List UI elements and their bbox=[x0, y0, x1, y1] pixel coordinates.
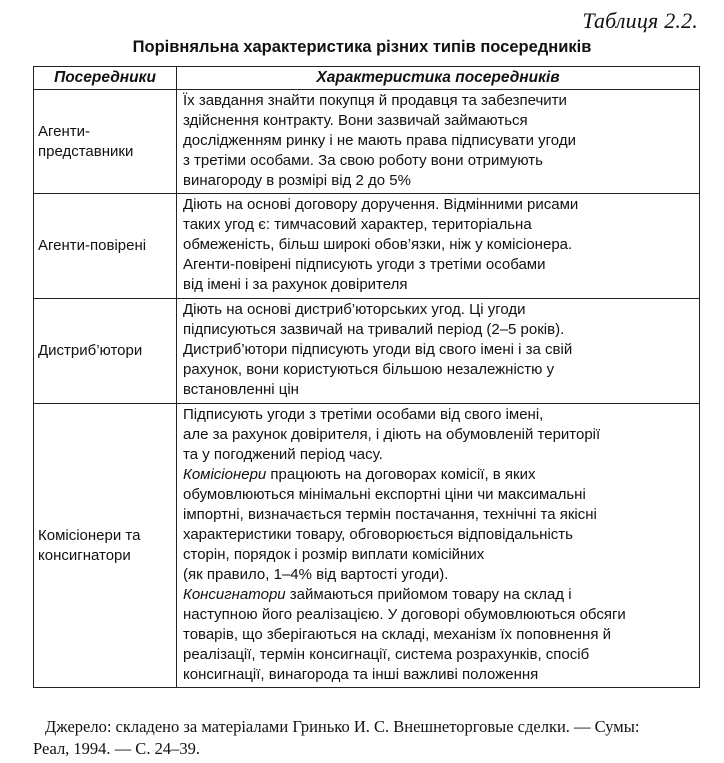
consignment-first-line-rest: займаються прийомом товару на склад і bbox=[285, 586, 572, 603]
description-line: Їх завдання знайти покупця й продавця та забезпечити bbox=[183, 92, 567, 109]
description-line: підписуються зазвичай на тривалий період (2–5 років). bbox=[183, 321, 565, 338]
description-line: та у погоджений період часу. bbox=[183, 446, 383, 463]
table-row bbox=[34, 404, 700, 688]
description-line: характеристики товару, обговорюється відповідальність bbox=[183, 526, 573, 543]
description-line: з третіми особами. За свою роботу вони отримують bbox=[183, 152, 543, 169]
description-line: рахунок, вони користуються більшою незалежністю у bbox=[183, 361, 555, 378]
header-characteristics: Характеристика посередників bbox=[177, 67, 700, 90]
table-number-label: Таблиця 2.2. bbox=[582, 8, 698, 33]
intermediary-name bbox=[34, 90, 177, 194]
intermediaries-comparison-table bbox=[33, 66, 700, 688]
consignment-term: Консигнатори bbox=[183, 586, 286, 603]
description-line: реалізації, термін консигнації, система розрахунків, спосіб bbox=[183, 646, 590, 663]
description-line: дослідженням ринку і не мають права підписувати угоди bbox=[183, 132, 576, 149]
description-line: консигнації, винагорода та інші важливі положення bbox=[183, 666, 539, 683]
table-row bbox=[34, 194, 700, 299]
name-line: Дистриб’ютори bbox=[38, 342, 143, 359]
intermediary-name bbox=[34, 299, 177, 404]
description-line: наступною його реалізацією. У договорі обумовлюються обсяги bbox=[183, 606, 626, 623]
description-line: обумовлюються мінімальні експортні ціни чи максимальні bbox=[183, 486, 586, 503]
intermediary-description bbox=[177, 90, 700, 194]
source-line: Реал, 1994. — С. 24–39. bbox=[33, 739, 200, 758]
name-line: Агенти-повірені bbox=[38, 237, 147, 254]
name-line: консигнатори bbox=[38, 546, 131, 564]
description-line: встановленні цін bbox=[183, 381, 299, 398]
description-line: імпортні, визначається термін постачання, технічні та якісні bbox=[183, 506, 597, 523]
intermediary-description bbox=[177, 299, 700, 404]
source-line: Джерело: складено за матеріалами Гринько И. С. Внешнеторговые сделки. — Сумы: bbox=[45, 717, 640, 736]
description-line: від імені і за рахунок довірителя bbox=[183, 276, 408, 293]
description-line: Діють на основі договору доручення. Відмінними рисами bbox=[183, 196, 579, 213]
commission-term: Комісіонери bbox=[183, 466, 267, 483]
intermediary-description bbox=[177, 404, 700, 688]
description-line: Агенти-повірені підписують угоди з третіми особами bbox=[183, 256, 546, 273]
table-header-row bbox=[34, 67, 700, 90]
intermediary-name bbox=[34, 194, 177, 299]
name-line: представники bbox=[38, 142, 134, 160]
consignment-first-line bbox=[183, 585, 695, 605]
description-line: Підписують угоди з третіми особами від свого імені, bbox=[183, 406, 544, 423]
description-line: сторін, порядок і розмір виплати комісійних bbox=[183, 546, 485, 563]
intermediary-description bbox=[177, 194, 700, 299]
name-line: Агенти- bbox=[38, 122, 91, 140]
description-line: але за рахунок довірителя, і діють на обумовленій території bbox=[183, 426, 601, 443]
name-line: Комісіонери та bbox=[38, 526, 141, 544]
table-row bbox=[34, 90, 700, 194]
table-title: Порівняльна характеристика різних типів посередників bbox=[132, 38, 592, 56]
description-line: обмеженість, більш широкі обов’язки, ніж у комісіонера. bbox=[183, 236, 573, 253]
description-line: здійснення контракту. Вони зазвичай займаються bbox=[183, 112, 528, 129]
table-row bbox=[34, 299, 700, 404]
description-line: (як правило, 1–4% від вартості угоди). bbox=[183, 566, 449, 583]
description-line: Дистриб’ютори підписують угоди від свого імені і за свій bbox=[183, 341, 573, 358]
source-note bbox=[33, 716, 703, 760]
description-line: Діють на основі дистриб’юторських угод. Ці угоди bbox=[183, 301, 526, 318]
commission-first-line-rest: працюють на договорах комісії, в яких bbox=[266, 466, 536, 483]
commission-first-line bbox=[183, 465, 695, 485]
description-line: таких угод є: тимчасовий характер, територіальна bbox=[183, 216, 532, 233]
header-intermediaries: Посередники bbox=[34, 67, 177, 90]
description-line: товарів, що зберігаються на складі, механізм їх поповнення й bbox=[183, 626, 611, 643]
description-line: винагороду в розмірі від 2 до 5% bbox=[183, 172, 411, 189]
intermediary-name bbox=[34, 404, 177, 688]
